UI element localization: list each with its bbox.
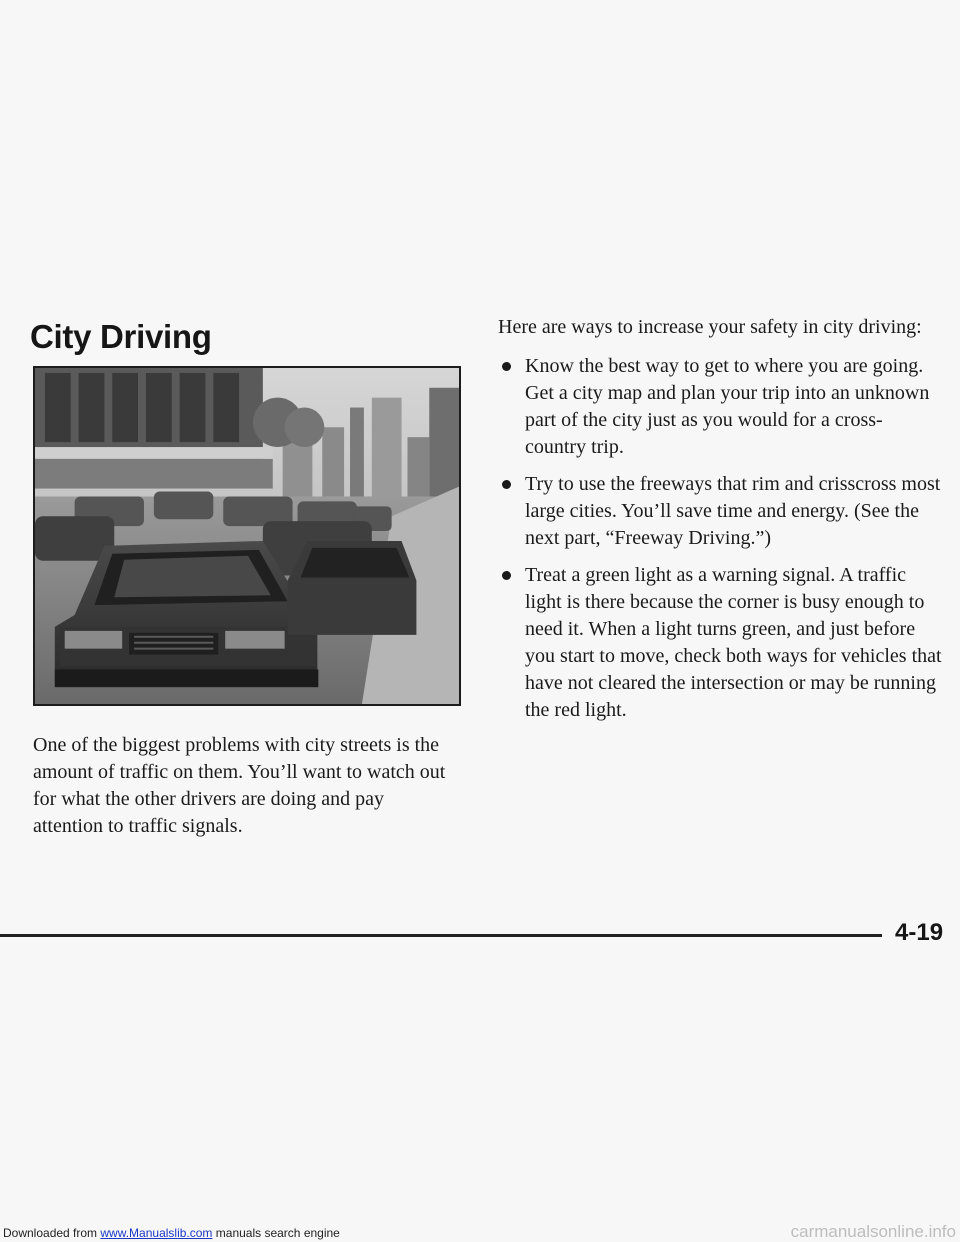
- page-divider: [0, 934, 882, 937]
- manualslib-link[interactable]: www.Manualslib.com: [100, 1226, 213, 1240]
- download-footer: [3, 1226, 340, 1240]
- watermark: carmanualsonline.info: [790, 1222, 956, 1241]
- list-item: [498, 562, 943, 724]
- page-title: City Driving: [30, 318, 212, 355]
- list-item: [498, 471, 943, 552]
- intro-paragraph: One of the biggest problems with city streets is the amount of traffic on them. You’ll want to watch out for what the other drivers are doing and pay attention to traffic signals.: [33, 734, 446, 837]
- city-traffic-illustration: [33, 366, 461, 706]
- footer-suffix: manuals search engine: [212, 1226, 340, 1240]
- page-number: 4-19: [895, 919, 944, 946]
- list-item-text: Know the best way to get to where you are going. Get a city map and plan your trip into an unknown part of the city just as you would for a cross-country trip.: [525, 355, 930, 458]
- bullet-icon: [502, 571, 511, 580]
- list-item-text: Try to use the freeways that rim and crisscross most large cities. You’ll save time and energy. (See the next part, “Freeway Driving.”): [525, 473, 941, 549]
- footer-prefix: Downloaded from: [3, 1226, 101, 1240]
- bullet-icon: [502, 362, 511, 371]
- list-item: [498, 353, 943, 461]
- city-traffic-picture: [35, 368, 459, 704]
- list-item-text: Treat a green light as a warning signal. A traffic light is there because the corner is busy enough to need it. When a light turns green, and just before you start to move, check both ways for vehicles that have not cleared the intersection or may be running the red light.: [525, 564, 942, 721]
- bullet-icon: [502, 480, 511, 489]
- safety-intro: Here are ways to increase your safety in city driving:: [498, 316, 922, 338]
- safety-tips-list: [498, 353, 943, 734]
